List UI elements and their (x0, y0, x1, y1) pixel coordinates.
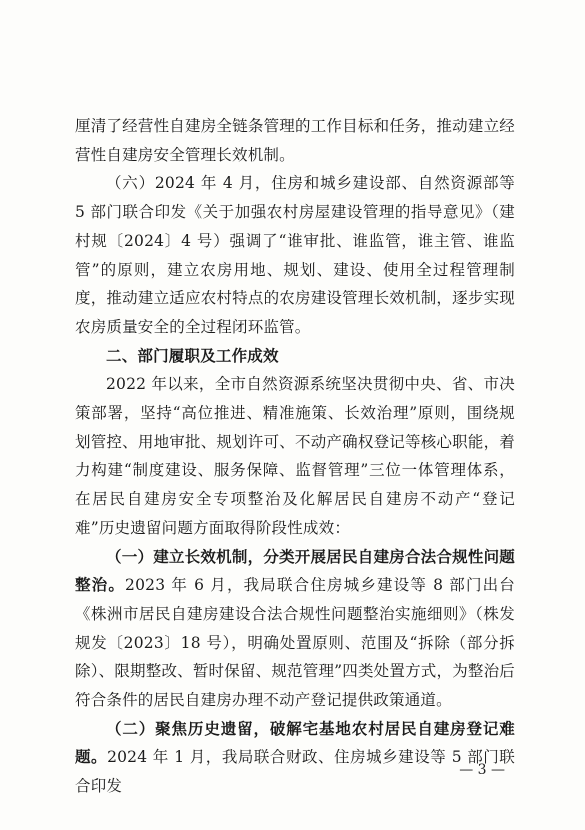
page-number: — 3 — (459, 762, 505, 778)
body-text (75, 112, 515, 801)
item-one-lead: （一）建立长效机制，分类开展居民自建房合法合规性问题整治。 (75, 547, 515, 595)
item-two-lead: （二）聚焦历史遗留，破解宅基地农村居民自建房登记难题。 (75, 719, 515, 767)
section-heading: 二、部门履职及工作成效 (106, 346, 279, 365)
item-two-body: 2024 年 1 月，我局联合财政、住房城乡建设等 5 部门联合印发 (75, 748, 515, 796)
item-one-body: 2023 年 6 月，我局联合住房城乡建设等 8 部门出台《株洲市居民自建房建设合法合规性问题整治实施细则》（株发规发〔2023〕18 号），明确处置原则、范围及“拆除（部分拆除）、限期整改、暂时保留、规范管理”四类处置方式，为整治后符合条件的居民自建房办理不动产登记提供政策通道。 (75, 576, 515, 710)
section-intro-paragraph: 2022 年以来，全市自然资源系统坚决贯彻中央、省、市决策部署，坚持“高位推进、精准施策、长效治理”原则，围绕规划管控、用地审批、规划许可、不动产确权登记等核心职能，着力构建“制度建设、服务保障、监督管理”三位一体管理体系，在居民自建房安全专项整治及化解居民自建房不动产“登记难”历史遗留问题方面取得阶段性成效： (75, 375, 515, 537)
item-two-paragraph (75, 715, 515, 801)
item-one-paragraph (75, 543, 515, 715)
paragraph-item-six: （六）2024 年 4 月，住房和城乡建设部、自然资源部等 5 部门联合印发《关于加强农村房屋建设管理的指导意见》（建村规〔2024〕4 号）强调了“谁审批、谁监管，谁主管、谁监管”的原则，建立农房用地、规划、建设、使用全过程管理制度，推动建立适应农村特点的农房建设管理长效机制，逐步实现农房质量安全的全过程闭环监管。 (75, 174, 515, 336)
paragraph-continuation: 厘清了经营性自建房全链条管理的工作目标和任务，推动建立经营性自建房安全管理长效机制。 (75, 117, 515, 164)
